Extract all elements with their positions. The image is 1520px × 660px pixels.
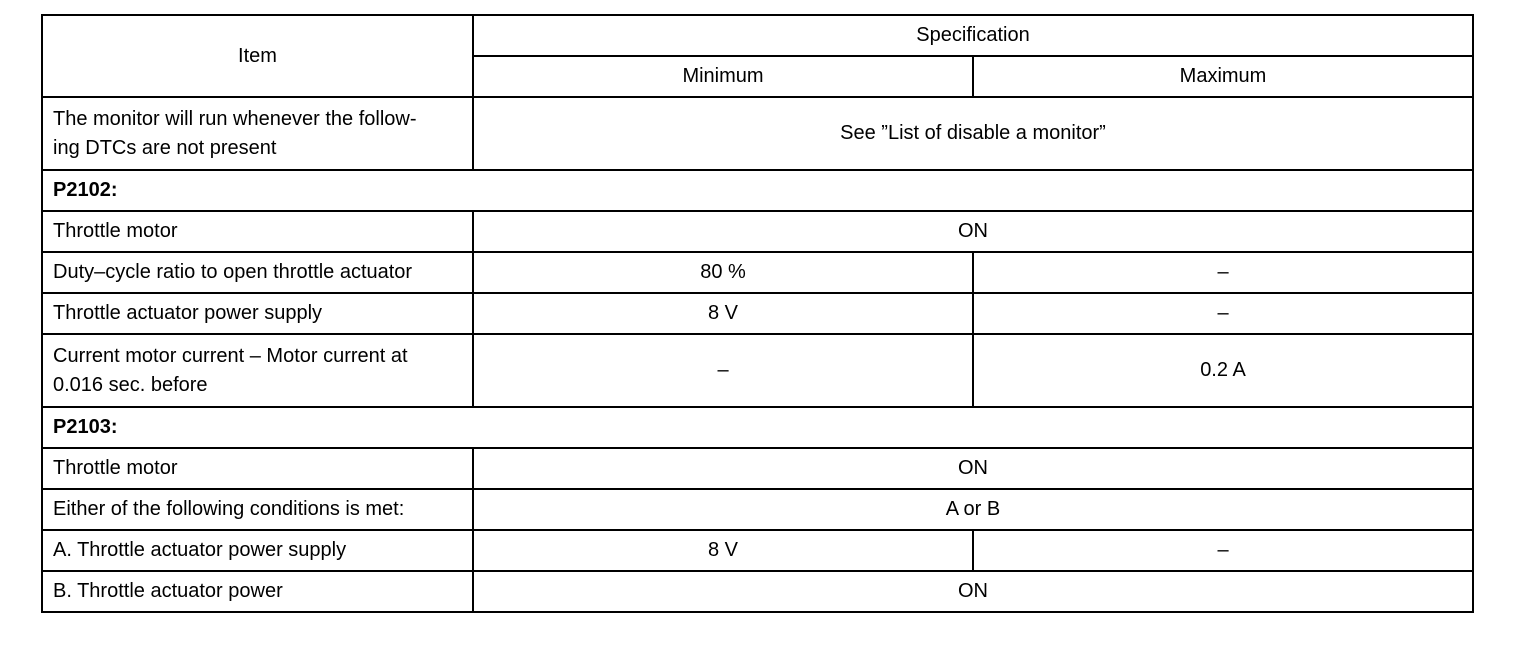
max-cell: – (973, 252, 1473, 293)
min-cell: 8 V (473, 293, 973, 334)
item-cell: Throttle motor (42, 448, 473, 489)
table-header (42, 15, 1473, 97)
max-cell: – (973, 293, 1473, 334)
header-minimum: Minimum (473, 56, 973, 97)
item-text-line2: 0.016 sec. before (53, 373, 208, 396)
item-cell: Duty–cycle ratio to open throttle actuator (42, 252, 473, 293)
item-cell (42, 97, 473, 170)
table-row (42, 252, 1473, 293)
min-cell: 8 V (473, 530, 973, 571)
item-cell: B. Throttle actuator power (42, 571, 473, 612)
item-text-line1: Current motor current – Motor current at (53, 344, 408, 367)
table-row (42, 334, 1473, 407)
table-row (42, 293, 1473, 334)
spec-value-cell: A or B (473, 489, 1473, 530)
header-item: Item (42, 15, 473, 97)
item-text-line1: The monitor will run whenever the follow- (53, 107, 417, 130)
section-row (42, 170, 1473, 211)
header-maximum: Maximum (973, 56, 1473, 97)
spec-value-cell: See ”List of disable a monitor” (473, 97, 1473, 170)
table-row (42, 489, 1473, 530)
section-label: P2102: (42, 170, 1473, 211)
item-cell: Throttle actuator power supply (42, 293, 473, 334)
spec-value-cell: ON (473, 448, 1473, 489)
item-cell (42, 334, 473, 407)
section-row (42, 407, 1473, 448)
spec-value-cell: ON (473, 571, 1473, 612)
table-row (42, 211, 1473, 252)
item-cell: Throttle motor (42, 211, 473, 252)
table-row (42, 448, 1473, 489)
item-text-line2: ing DTCs are not present (53, 136, 277, 159)
max-cell: – (973, 530, 1473, 571)
header-specification: Specification (473, 15, 1473, 56)
table-row (42, 571, 1473, 612)
min-cell: – (473, 334, 973, 407)
item-cell: Either of the following conditions is met: (42, 489, 473, 530)
min-cell: 80 % (473, 252, 973, 293)
table-row (42, 97, 1473, 170)
max-cell: 0.2 A (973, 334, 1473, 407)
table-row (42, 530, 1473, 571)
section-label: P2103: (42, 407, 1473, 448)
item-cell: A. Throttle actuator power supply (42, 530, 473, 571)
spec-value-cell: ON (473, 211, 1473, 252)
specification-table (41, 14, 1474, 613)
